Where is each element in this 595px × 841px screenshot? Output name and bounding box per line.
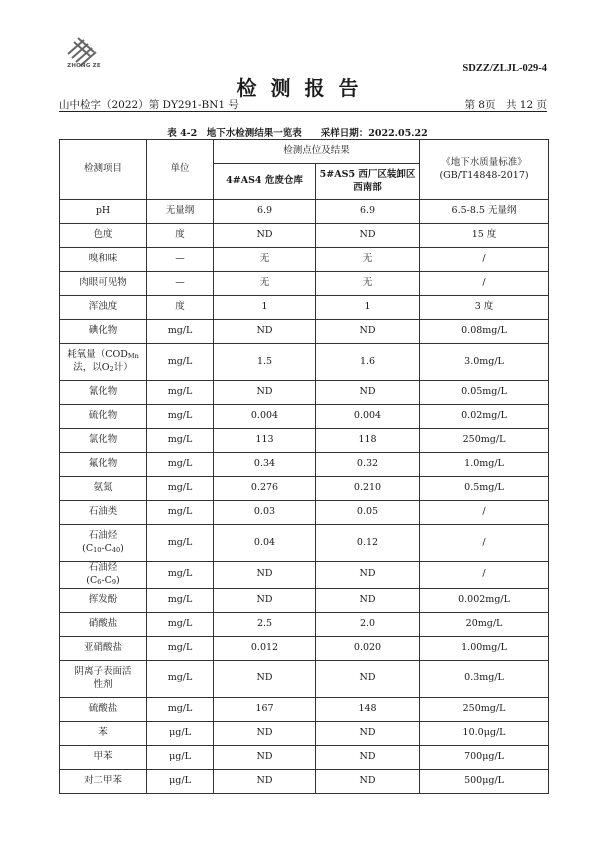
cell-item: 对二甲苯 [60,769,147,793]
cell-point-2: 0.004 [316,405,420,429]
header-item: 检测项目 [60,140,147,200]
header-point-2: 5#AS5 西厂区装卸区西南部 [316,164,420,200]
cell-standard: / [420,501,549,525]
cell-point-1: ND [214,562,316,589]
cell-point-2: 0.32 [316,453,420,477]
cell-point-2: ND [316,660,420,697]
cell-item: 硝酸盐 [60,612,147,636]
cell-point-2: 148 [316,697,420,721]
table-row [60,200,549,224]
table-row [60,721,549,745]
cell-point-2: ND [316,745,420,769]
item-text-part: 40 [111,546,121,554]
cell-item: 亚硝酸盐 [60,636,147,660]
table-row [60,344,549,381]
cell-standard: 3 度 [420,296,549,320]
cell-item: 石油类 [60,501,147,525]
cell-item [60,562,147,589]
cell-point-1: 113 [214,429,316,453]
cell-unit: — [147,272,214,296]
cell-point-1: 0.004 [214,405,316,429]
cell-point-1: ND [214,721,316,745]
cell-point-1: 无 [214,248,316,272]
cell-unit: μg/L [147,745,214,769]
cell-point-1: ND [214,769,316,793]
cell-point-2: ND [316,562,420,589]
table-row [60,745,549,769]
item-text-part: 计） [113,362,133,373]
item-text-part: Mn [127,352,139,361]
cell-point-1: ND [214,381,316,405]
cell-standard: 700μg/L [420,745,549,769]
item-text-part: 阴离子表面活 [74,665,132,677]
cell-item: 氟化物 [60,453,147,477]
cell-unit: mg/L [147,525,214,562]
cell-point-2: 0.020 [316,636,420,660]
cell-point-2: 2.0 [316,612,420,636]
cell-point-2: 0.210 [316,477,420,501]
cell-point-2: 1.6 [316,344,420,381]
page-title: 检测报告 [236,76,373,100]
header-point-1: 4#AS4 危废仓库 [214,164,316,200]
cell-standard: 20mg/L [420,612,549,636]
cell-item: pH [60,200,147,224]
table-row [60,224,549,248]
cell-point-1: ND [214,660,316,697]
cell-unit: mg/L [147,697,214,721]
table-row [60,501,549,525]
cell-unit: mg/L [147,405,214,429]
cell-unit: 度 [147,296,214,320]
cell-point-1: 2.5 [214,612,316,636]
cell-item [60,660,147,697]
cell-standard: / [420,272,549,296]
cell-unit: mg/L [147,429,214,453]
cell-point-1: 0.04 [214,525,316,562]
cell-item [60,525,147,562]
cell-unit: mg/L [147,636,214,660]
cell-item: 碘化物 [60,320,147,344]
cell-point-1: 0.03 [214,501,316,525]
table-row [60,405,549,429]
item-text-part: 石油烃 [88,562,118,573]
cell-unit: mg/L [147,588,214,612]
cell-unit: mg/L [147,660,214,697]
cell-point-2: ND [316,721,420,745]
cell-point-2: ND [316,769,420,793]
table-row [60,588,549,612]
cell-point-2: 6.9 [316,200,420,224]
cell-standard: 250mg/L [420,429,549,453]
item-text-part: -C [101,543,112,554]
cell-standard: 0.08mg/L [420,320,549,344]
table-row [60,381,549,405]
cell-unit: mg/L [147,453,214,477]
cell-point-2: 0.12 [316,525,420,562]
cell-unit: 度 [147,224,214,248]
table-row [60,525,549,562]
item-text-part: 石油烃 [88,530,118,542]
header-points-group: 检测点位及结果 [214,140,420,164]
page-number: 第 8页 共 12 页 [464,99,547,111]
cell-unit: 无量纲 [147,200,214,224]
cell-unit: μg/L [147,721,214,745]
cell-standard: 10.0μg/L [420,721,549,745]
cell-point-2: ND [316,224,420,248]
cell-standard: 15 度 [420,224,549,248]
cell-standard: 0.3mg/L [420,660,549,697]
cell-point-1: ND [214,588,316,612]
cell-point-1: 0.34 [214,453,316,477]
item-text-part: 2 [109,365,114,373]
cell-item: 氰化物 [60,381,147,405]
table-row [60,612,549,636]
logo-text: ZHONG ZE [67,63,101,69]
table-row [60,320,549,344]
cell-unit: mg/L [147,501,214,525]
cell-point-2: 无 [316,272,420,296]
cell-standard: / [420,248,549,272]
cell-standard: 0.02mg/L [420,405,549,429]
cell-item: 氯化物 [60,429,147,453]
cell-point-2: 0.05 [316,501,420,525]
item-text-part: 性剂 [93,678,113,690]
header-unit: 单位 [147,140,214,200]
cell-point-2: ND [316,588,420,612]
cell-point-1: 无 [214,272,316,296]
cell-standard: 250mg/L [420,697,549,721]
cell-point-1: 167 [214,697,316,721]
table-row [60,477,549,501]
results-table [59,139,549,794]
cell-standard: 6.5-8.5 无量纲 [420,200,549,224]
item-text-part: ) [116,574,120,586]
cell-item: 氨氮 [60,477,147,501]
item-text-part: 9 [111,577,117,586]
cell-item: 挥发酚 [60,588,147,612]
cell-point-1: 1.5 [214,344,316,381]
cell-item: 浑浊度 [60,296,147,320]
cell-standard: 1.00mg/L [420,636,549,660]
cell-unit: — [147,248,214,272]
document-code: SDZZ/ZLJL-029-4 [462,63,547,74]
table-body [60,200,549,794]
cell-unit: μg/L [147,769,214,793]
cell-standard: 1.0mg/L [420,453,549,477]
cell-point-2: 118 [316,429,420,453]
table-row [60,697,549,721]
cell-item: 硫酸盐 [60,697,147,721]
cell-item: 甲苯 [60,745,147,769]
cell-standard: 0.002mg/L [420,588,549,612]
cell-point-1: ND [214,224,316,248]
table-row [60,429,549,453]
item-text-part: 法，以O [73,362,110,373]
table-row [60,636,549,660]
item-text-part: 耗氧量（COD [67,349,128,361]
table-row [60,453,549,477]
cell-standard: 500μg/L [420,769,549,793]
cell-point-1: 0.276 [214,477,316,501]
cell-unit: mg/L [147,477,214,501]
table-caption: 表 4-2 地下水检测结果一览表 采样日期：2022.05.22 [167,128,428,139]
cell-unit: mg/L [147,344,214,381]
cell-item: 苯 [60,721,147,745]
item-text-part: 10 [93,546,102,554]
cell-point-1: 0.012 [214,636,316,660]
cell-point-1: 6.9 [214,200,316,224]
table-row [60,272,549,296]
item-text-part: -C [101,574,112,586]
header-rule [59,111,547,112]
cell-point-1: 1 [214,296,316,320]
cell-point-1: ND [214,320,316,344]
cell-point-2: 无 [316,248,420,272]
item-text-part: ) [120,543,124,554]
report-number: 山中检字（2022）第 DY291-BN1 号 [59,99,239,111]
item-text-part: 6 [97,577,102,586]
table-row [60,296,549,320]
cell-standard: 0.05mg/L [420,381,549,405]
cell-point-1: ND [214,745,316,769]
item-text-part: (C [82,543,94,554]
table-row [60,660,549,697]
cell-item: 色度 [60,224,147,248]
header-standard: 《地下水质量标准》(GB/T14848-2017) [420,140,549,200]
cell-item: 硫化物 [60,405,147,429]
cell-unit: mg/L [147,562,214,589]
cell-standard: 0.5mg/L [420,477,549,501]
table-row [60,562,549,589]
cell-point-2: ND [316,320,420,344]
cell-standard: / [420,562,549,589]
cell-point-2: ND [316,381,420,405]
cell-unit: mg/L [147,381,214,405]
cell-item: 肉眼可见物 [60,272,147,296]
cell-point-2: 1 [316,296,420,320]
cell-unit: mg/L [147,320,214,344]
cell-item [60,344,147,381]
cell-standard: / [420,525,549,562]
cell-unit: mg/L [147,612,214,636]
item-text-part: (C [86,574,98,586]
table-row [60,248,549,272]
cell-standard: 3.0mg/L [420,344,549,381]
table-row [60,769,549,793]
cell-item: 嗅和味 [60,248,147,272]
